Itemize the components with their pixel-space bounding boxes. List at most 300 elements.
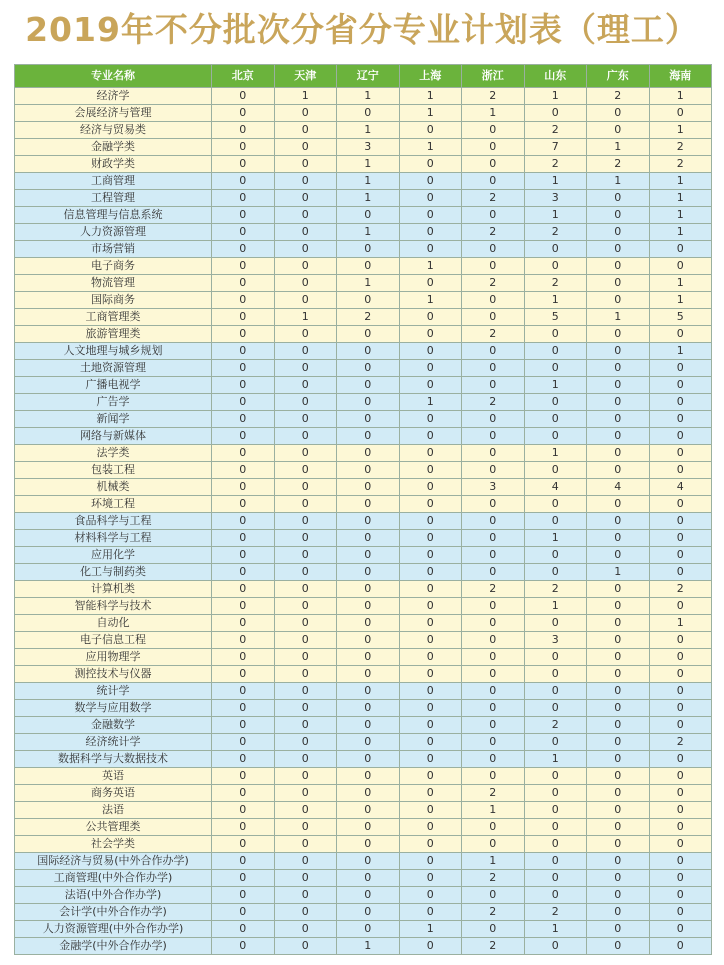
- table-body: [15, 88, 712, 955]
- quota-cell: 0: [212, 122, 275, 139]
- quota-cell: 0: [462, 360, 525, 377]
- quota-cell: 0: [212, 717, 275, 734]
- table-row: [15, 105, 712, 122]
- quota-cell: 1: [649, 88, 712, 105]
- quota-cell: 0: [274, 700, 337, 717]
- quota-cell: 0: [462, 717, 525, 734]
- header-shandong: 山东: [524, 65, 587, 88]
- quota-cell: 0: [399, 751, 462, 768]
- quota-cell: 0: [649, 751, 712, 768]
- table-row: [15, 700, 712, 717]
- quota-cell: 0: [274, 938, 337, 955]
- quota-cell: 0: [212, 377, 275, 394]
- quota-cell: 0: [399, 309, 462, 326]
- quota-cell: 2: [462, 870, 525, 887]
- quota-cell: 0: [337, 683, 400, 700]
- quota-cell: 0: [587, 598, 650, 615]
- major-name-cell: 材料科学与工程: [15, 530, 212, 547]
- quota-cell: 0: [462, 462, 525, 479]
- quota-cell: 0: [587, 496, 650, 513]
- quota-cell: 0: [212, 275, 275, 292]
- quota-cell: 1: [337, 156, 400, 173]
- quota-cell: 0: [399, 870, 462, 887]
- quota-cell: 0: [274, 122, 337, 139]
- quota-cell: 0: [649, 564, 712, 581]
- quota-cell: 0: [462, 615, 525, 632]
- quota-cell: 0: [587, 207, 650, 224]
- quota-cell: 0: [212, 564, 275, 581]
- quota-cell: 0: [212, 411, 275, 428]
- quota-cell: 4: [587, 479, 650, 496]
- quota-cell: 2: [524, 122, 587, 139]
- quota-cell: 0: [274, 513, 337, 530]
- quota-cell: 0: [399, 666, 462, 683]
- quota-cell: 0: [399, 275, 462, 292]
- quota-cell: 0: [337, 258, 400, 275]
- quota-cell: 0: [399, 768, 462, 785]
- quota-cell: 0: [399, 360, 462, 377]
- quota-cell: 0: [587, 836, 650, 853]
- quota-cell: 0: [212, 904, 275, 921]
- quota-cell: 0: [649, 649, 712, 666]
- quota-cell: 1: [649, 224, 712, 241]
- quota-cell: 0: [399, 700, 462, 717]
- quota-cell: 0: [274, 377, 337, 394]
- quota-cell: 0: [337, 445, 400, 462]
- quota-cell: 0: [649, 853, 712, 870]
- quota-cell: 0: [649, 785, 712, 802]
- quota-cell: 0: [587, 360, 650, 377]
- quota-cell: 0: [337, 479, 400, 496]
- table-row: [15, 666, 712, 683]
- table-row: [15, 853, 712, 870]
- quota-cell: 0: [212, 836, 275, 853]
- major-name-cell: 食品科学与工程: [15, 513, 212, 530]
- table-row: [15, 564, 712, 581]
- quota-cell: 1: [524, 751, 587, 768]
- quota-cell: 0: [274, 343, 337, 360]
- quota-cell: 2: [649, 139, 712, 156]
- quota-cell: 0: [399, 530, 462, 547]
- quota-cell: 0: [399, 683, 462, 700]
- quota-cell: 0: [462, 411, 525, 428]
- quota-cell: 0: [399, 479, 462, 496]
- quota-cell: 0: [399, 173, 462, 190]
- quota-cell: 1: [399, 105, 462, 122]
- major-name-cell: 英语: [15, 768, 212, 785]
- quota-cell: 0: [524, 700, 587, 717]
- quota-cell: 0: [399, 717, 462, 734]
- major-name-cell: 国际经济与贸易(中外合作办学): [15, 853, 212, 870]
- quota-cell: 0: [524, 462, 587, 479]
- quota-cell: 0: [212, 649, 275, 666]
- quota-cell: 0: [212, 666, 275, 683]
- quota-cell: 0: [212, 921, 275, 938]
- table-row: [15, 547, 712, 564]
- major-name-cell: 工程管理: [15, 190, 212, 207]
- quota-cell: 0: [649, 836, 712, 853]
- quota-cell: 0: [212, 394, 275, 411]
- table-row: [15, 224, 712, 241]
- table-row: [15, 173, 712, 190]
- major-name-cell: 社会学类: [15, 836, 212, 853]
- table-row: [15, 241, 712, 258]
- quota-cell: 0: [524, 802, 587, 819]
- major-name-cell: 金融学(中外合作办学): [15, 938, 212, 955]
- quota-cell: 1: [649, 122, 712, 139]
- quota-cell: 0: [524, 649, 587, 666]
- quota-cell: 5: [649, 309, 712, 326]
- quota-cell: 0: [649, 819, 712, 836]
- quota-cell: 0: [462, 530, 525, 547]
- quota-cell: 0: [524, 496, 587, 513]
- quota-cell: 0: [337, 292, 400, 309]
- quota-cell: 0: [462, 309, 525, 326]
- quota-cell: 1: [587, 173, 650, 190]
- quota-cell: 0: [462, 751, 525, 768]
- major-name-cell: 电子商务: [15, 258, 212, 275]
- quota-cell: 0: [337, 207, 400, 224]
- table-row: [15, 479, 712, 496]
- quota-cell: 1: [524, 598, 587, 615]
- quota-cell: 0: [212, 870, 275, 887]
- quota-cell: 0: [337, 870, 400, 887]
- table-row: [15, 598, 712, 615]
- quota-cell: 0: [587, 819, 650, 836]
- quota-cell: 1: [399, 394, 462, 411]
- major-name-cell: 财政学类: [15, 156, 212, 173]
- quota-cell: 1: [399, 258, 462, 275]
- quota-cell: 5: [524, 309, 587, 326]
- quota-cell: 0: [274, 615, 337, 632]
- table-row: [15, 938, 712, 955]
- quota-cell: 0: [587, 105, 650, 122]
- header-major: 专业名称: [15, 65, 212, 88]
- quota-cell: 0: [212, 479, 275, 496]
- quota-cell: 0: [337, 343, 400, 360]
- quota-cell: 0: [274, 156, 337, 173]
- quota-cell: 0: [274, 462, 337, 479]
- quota-cell: 0: [587, 904, 650, 921]
- major-name-cell: 计算机类: [15, 581, 212, 598]
- quota-cell: 0: [337, 785, 400, 802]
- quota-cell: 0: [587, 734, 650, 751]
- quota-cell: 0: [399, 156, 462, 173]
- quota-cell: 0: [212, 190, 275, 207]
- quota-cell: 0: [274, 666, 337, 683]
- quota-cell: 0: [524, 241, 587, 258]
- quota-cell: 0: [587, 377, 650, 394]
- quota-cell: 0: [462, 666, 525, 683]
- quota-cell: 0: [462, 632, 525, 649]
- quota-cell: 0: [649, 598, 712, 615]
- quota-cell: 0: [212, 547, 275, 564]
- quota-cell: 0: [337, 360, 400, 377]
- quota-cell: 0: [337, 598, 400, 615]
- quota-cell: 0: [399, 564, 462, 581]
- quota-cell: 0: [524, 105, 587, 122]
- quota-cell: 0: [337, 377, 400, 394]
- table-row: [15, 513, 712, 530]
- quota-cell: 0: [524, 853, 587, 870]
- quota-cell: 0: [274, 921, 337, 938]
- quota-cell: 1: [337, 173, 400, 190]
- table-row: [15, 683, 712, 700]
- quota-cell: 0: [337, 768, 400, 785]
- quota-cell: 0: [337, 105, 400, 122]
- quota-cell: 2: [649, 156, 712, 173]
- quota-cell: 0: [462, 292, 525, 309]
- quota-cell: 0: [274, 292, 337, 309]
- quota-cell: 0: [587, 428, 650, 445]
- major-name-cell: 经济统计学: [15, 734, 212, 751]
- quota-cell: 0: [399, 190, 462, 207]
- quota-cell: 0: [337, 802, 400, 819]
- major-name-cell: 会展经济与管理: [15, 105, 212, 122]
- major-name-cell: 市场营销: [15, 241, 212, 258]
- quota-cell: 0: [274, 445, 337, 462]
- major-name-cell: 商务英语: [15, 785, 212, 802]
- quota-cell: 0: [274, 768, 337, 785]
- quota-cell: 0: [337, 428, 400, 445]
- quota-cell: 0: [462, 547, 525, 564]
- quota-cell: 0: [649, 887, 712, 904]
- quota-cell: 0: [587, 887, 650, 904]
- major-name-cell: 工商管理类: [15, 309, 212, 326]
- quota-cell: 1: [587, 564, 650, 581]
- quota-cell: 0: [399, 241, 462, 258]
- quota-cell: 0: [274, 717, 337, 734]
- quota-cell: 0: [274, 275, 337, 292]
- quota-cell: 0: [399, 819, 462, 836]
- quota-cell: 0: [399, 581, 462, 598]
- quota-cell: 0: [524, 768, 587, 785]
- quota-cell: 0: [462, 836, 525, 853]
- table-row: [15, 819, 712, 836]
- quota-cell: 0: [212, 513, 275, 530]
- quota-cell: 0: [462, 887, 525, 904]
- quota-cell: 1: [274, 88, 337, 105]
- quota-cell: 0: [274, 173, 337, 190]
- quota-cell: 0: [649, 360, 712, 377]
- quota-cell: 2: [649, 581, 712, 598]
- quota-cell: 0: [274, 785, 337, 802]
- quota-cell: 0: [587, 615, 650, 632]
- quota-cell: 0: [649, 683, 712, 700]
- quota-cell: 1: [524, 921, 587, 938]
- quota-cell: 0: [399, 836, 462, 853]
- quota-cell: 2: [524, 156, 587, 173]
- quota-cell: 0: [649, 496, 712, 513]
- quota-cell: 1: [462, 802, 525, 819]
- quota-cell: 0: [524, 938, 587, 955]
- major-name-cell: 环境工程: [15, 496, 212, 513]
- quota-cell: 1: [587, 309, 650, 326]
- quota-cell: 0: [462, 156, 525, 173]
- quota-cell: 0: [212, 751, 275, 768]
- quota-cell: 1: [587, 139, 650, 156]
- quota-cell: 0: [399, 445, 462, 462]
- table-row: [15, 887, 712, 904]
- quota-cell: 2: [587, 88, 650, 105]
- quota-cell: 0: [337, 717, 400, 734]
- quota-cell: 0: [524, 394, 587, 411]
- quota-cell: 0: [587, 547, 650, 564]
- quota-cell: 0: [649, 938, 712, 955]
- quota-cell: 0: [212, 292, 275, 309]
- quota-cell: 0: [337, 513, 400, 530]
- quota-cell: 0: [587, 785, 650, 802]
- quota-cell: 0: [399, 598, 462, 615]
- quota-cell: 2: [462, 190, 525, 207]
- quota-cell: 4: [524, 479, 587, 496]
- table-row: [15, 292, 712, 309]
- quota-cell: 2: [462, 938, 525, 955]
- quota-cell: 0: [399, 496, 462, 513]
- quota-cell: 0: [212, 819, 275, 836]
- quota-cell: 0: [524, 734, 587, 751]
- quota-cell: 2: [462, 326, 525, 343]
- quota-cell: 0: [587, 275, 650, 292]
- major-name-cell: 人力资源管理(中外合作办学): [15, 921, 212, 938]
- quota-cell: 0: [399, 734, 462, 751]
- major-name-cell: 法学类: [15, 445, 212, 462]
- major-name-cell: 广告学: [15, 394, 212, 411]
- quota-cell: 0: [399, 343, 462, 360]
- table-row: [15, 377, 712, 394]
- quota-cell: 0: [399, 887, 462, 904]
- table-row: [15, 530, 712, 547]
- quota-cell: 0: [462, 122, 525, 139]
- quota-cell: 0: [212, 598, 275, 615]
- quota-cell: 0: [399, 547, 462, 564]
- quota-cell: 1: [337, 190, 400, 207]
- quota-cell: 0: [337, 462, 400, 479]
- major-name-cell: 新闻学: [15, 411, 212, 428]
- major-name-cell: 土地资源管理: [15, 360, 212, 377]
- header-liaoning: 辽宁: [337, 65, 400, 88]
- quota-cell: 0: [337, 411, 400, 428]
- table-row: [15, 785, 712, 802]
- quota-cell: 0: [524, 564, 587, 581]
- quota-cell: 0: [212, 462, 275, 479]
- quota-cell: 0: [337, 921, 400, 938]
- table-row: [15, 462, 712, 479]
- quota-cell: 0: [587, 717, 650, 734]
- quota-cell: 0: [274, 241, 337, 258]
- quota-cell: 0: [649, 513, 712, 530]
- quota-cell: 1: [649, 190, 712, 207]
- quota-cell: 0: [399, 122, 462, 139]
- quota-cell: 0: [524, 547, 587, 564]
- quota-cell: 0: [337, 581, 400, 598]
- quota-cell: 0: [212, 768, 275, 785]
- quota-cell: 0: [337, 564, 400, 581]
- major-name-cell: 经济与贸易类: [15, 122, 212, 139]
- quota-cell: 0: [587, 632, 650, 649]
- quota-cell: 0: [524, 870, 587, 887]
- quota-cell: 0: [462, 700, 525, 717]
- quota-cell: 0: [587, 445, 650, 462]
- quota-cell: 2: [524, 904, 587, 921]
- quota-cell: 0: [274, 207, 337, 224]
- quota-cell: 0: [462, 173, 525, 190]
- major-name-cell: 网络与新媒体: [15, 428, 212, 445]
- quota-cell: 1: [524, 292, 587, 309]
- quota-cell: 0: [274, 326, 337, 343]
- quota-cell: 0: [212, 615, 275, 632]
- quota-cell: 2: [524, 581, 587, 598]
- quota-cell: 0: [524, 411, 587, 428]
- quota-cell: 0: [274, 632, 337, 649]
- table-row: [15, 649, 712, 666]
- quota-cell: 0: [212, 428, 275, 445]
- quota-cell: 0: [399, 649, 462, 666]
- quota-cell: 0: [274, 547, 337, 564]
- quota-cell: 0: [337, 394, 400, 411]
- major-name-cell: 法语: [15, 802, 212, 819]
- quota-cell: 0: [649, 241, 712, 258]
- major-name-cell: 信息管理与信息系统: [15, 207, 212, 224]
- quota-cell: 0: [274, 394, 337, 411]
- table-row: [15, 734, 712, 751]
- quota-cell: 2: [462, 785, 525, 802]
- table-row: [15, 343, 712, 360]
- quota-cell: 0: [399, 904, 462, 921]
- quota-cell: 0: [649, 904, 712, 921]
- quota-cell: 0: [212, 632, 275, 649]
- quota-cell: 0: [649, 666, 712, 683]
- quota-cell: 0: [587, 513, 650, 530]
- quota-cell: 0: [524, 836, 587, 853]
- table-header-row: [15, 65, 712, 88]
- quota-cell: 0: [462, 734, 525, 751]
- quota-cell: 1: [524, 173, 587, 190]
- quota-cell: 0: [274, 411, 337, 428]
- quota-cell: 0: [462, 139, 525, 156]
- quota-cell: 1: [399, 139, 462, 156]
- major-name-cell: 测控技术与仪器: [15, 666, 212, 683]
- quota-cell: 0: [649, 530, 712, 547]
- quota-cell: 0: [649, 411, 712, 428]
- quota-cell: 0: [212, 360, 275, 377]
- quota-cell: 0: [212, 683, 275, 700]
- major-name-cell: 广播电视学: [15, 377, 212, 394]
- quota-cell: 0: [587, 802, 650, 819]
- quota-cell: 0: [274, 734, 337, 751]
- table-row: [15, 445, 712, 462]
- quota-cell: 0: [462, 683, 525, 700]
- quota-cell: 0: [212, 105, 275, 122]
- quota-cell: 0: [587, 122, 650, 139]
- quota-cell: 0: [587, 292, 650, 309]
- quota-cell: 0: [587, 581, 650, 598]
- quota-cell: 0: [399, 224, 462, 241]
- major-name-cell: 应用化学: [15, 547, 212, 564]
- major-name-cell: 金融数学: [15, 717, 212, 734]
- quota-cell: 0: [524, 258, 587, 275]
- table-row: [15, 921, 712, 938]
- quota-cell: 1: [337, 122, 400, 139]
- quota-cell: 1: [524, 445, 587, 462]
- quota-cell: 0: [462, 564, 525, 581]
- quota-cell: 0: [649, 632, 712, 649]
- quota-cell: 0: [462, 207, 525, 224]
- quota-cell: 0: [649, 700, 712, 717]
- major-name-cell: 公共管理类: [15, 819, 212, 836]
- quota-cell: 0: [524, 513, 587, 530]
- quota-cell: 0: [587, 938, 650, 955]
